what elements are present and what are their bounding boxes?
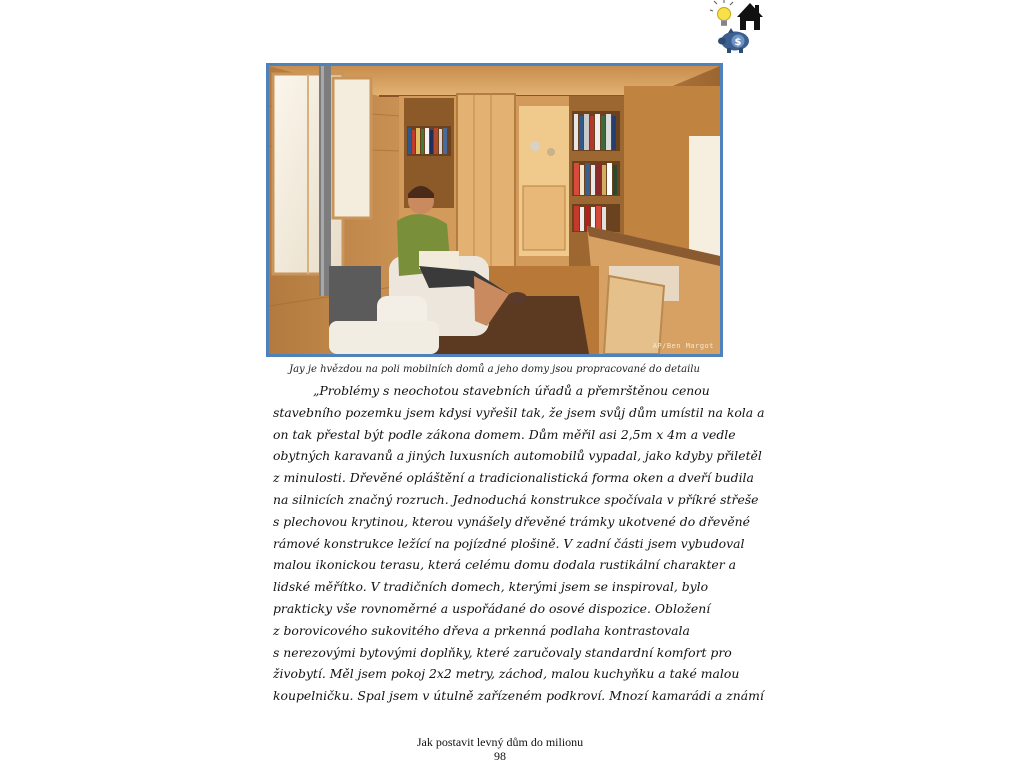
lightbulb-icon xyxy=(710,0,733,26)
paragraph-line: malou ikonickou terasu, která celému domu dodala rustikální charakter a xyxy=(273,557,737,573)
paragraph-line: obytných karavanů a jiných luxusních automobilů vypadal, jako kdyby přiletěl xyxy=(273,448,762,464)
paragraph-line: stavebního pozemku jsem kdysi vyřešil tak, že jsem svůj dům umístil na kola a xyxy=(273,404,765,420)
footer-book-title: Jak postavit levný dům do milionu xyxy=(416,735,584,749)
publisher-logo xyxy=(708,0,768,56)
paragraph-line: rámové konstrukce ležící na pojízdné plošině. V zadní části jsem vybudoval xyxy=(273,535,745,551)
paragraph-line: živobytí. Měl jsem pokoj 2x2 metry, záchod, malou kuchyňku a také malou xyxy=(273,666,740,682)
paragraph-line: on tak přestal být podle zákona domem. Dům měřil asi 2,5m x 4m a vedle xyxy=(273,426,736,442)
paragraph-line: s nerezovými bytovými doplňky, které zaručovaly standardní komfort pro xyxy=(273,644,732,660)
photo-caption: Jay je hvězdou na poli mobilních domů a jeho domy jsou propracované do detailu xyxy=(289,364,700,375)
paragraph-line: prakticky vše rovnoměrné a uspořádané do osové dispozice. Obložení xyxy=(273,600,711,616)
house-icon xyxy=(737,3,763,30)
dollar-symbol: $ xyxy=(734,37,742,48)
paragraph-line: koupelničku. Spal jsem v útulně zařízeném podkroví. Mnozí kamarádi a známí xyxy=(273,688,764,704)
paragraph-line: lidské měřítko. V tradičních domech, kterými jsem se inspiroval, bylo xyxy=(273,579,709,595)
paragraph-line: na silnicích značný rozruch. Jednoduchá konstrukce spočívala v příkré střeše xyxy=(273,491,759,507)
interior-photo xyxy=(266,63,723,357)
body-paragraph xyxy=(273,380,765,707)
paragraph-line: z minulosti. Dřevěné opláštění a tradicionalistická forma oken a dveří budila xyxy=(273,470,754,486)
photo-credit: AP/Ben Margot xyxy=(652,342,714,350)
page-number: 98 xyxy=(494,749,506,763)
piggy-bank-icon xyxy=(718,28,749,53)
paragraph-line: z borovicového sukovitého dřeva a prkenná podlaha kontrastovala xyxy=(273,622,690,638)
paragraph-line: s plechovou krytinou, kterou vynášely dřevěné trámky ukotvené do dřevěné xyxy=(273,513,750,529)
paragraph-line: „Problémy s neochotou stavebních úřadů a přemrštěnou cenou xyxy=(313,383,710,398)
